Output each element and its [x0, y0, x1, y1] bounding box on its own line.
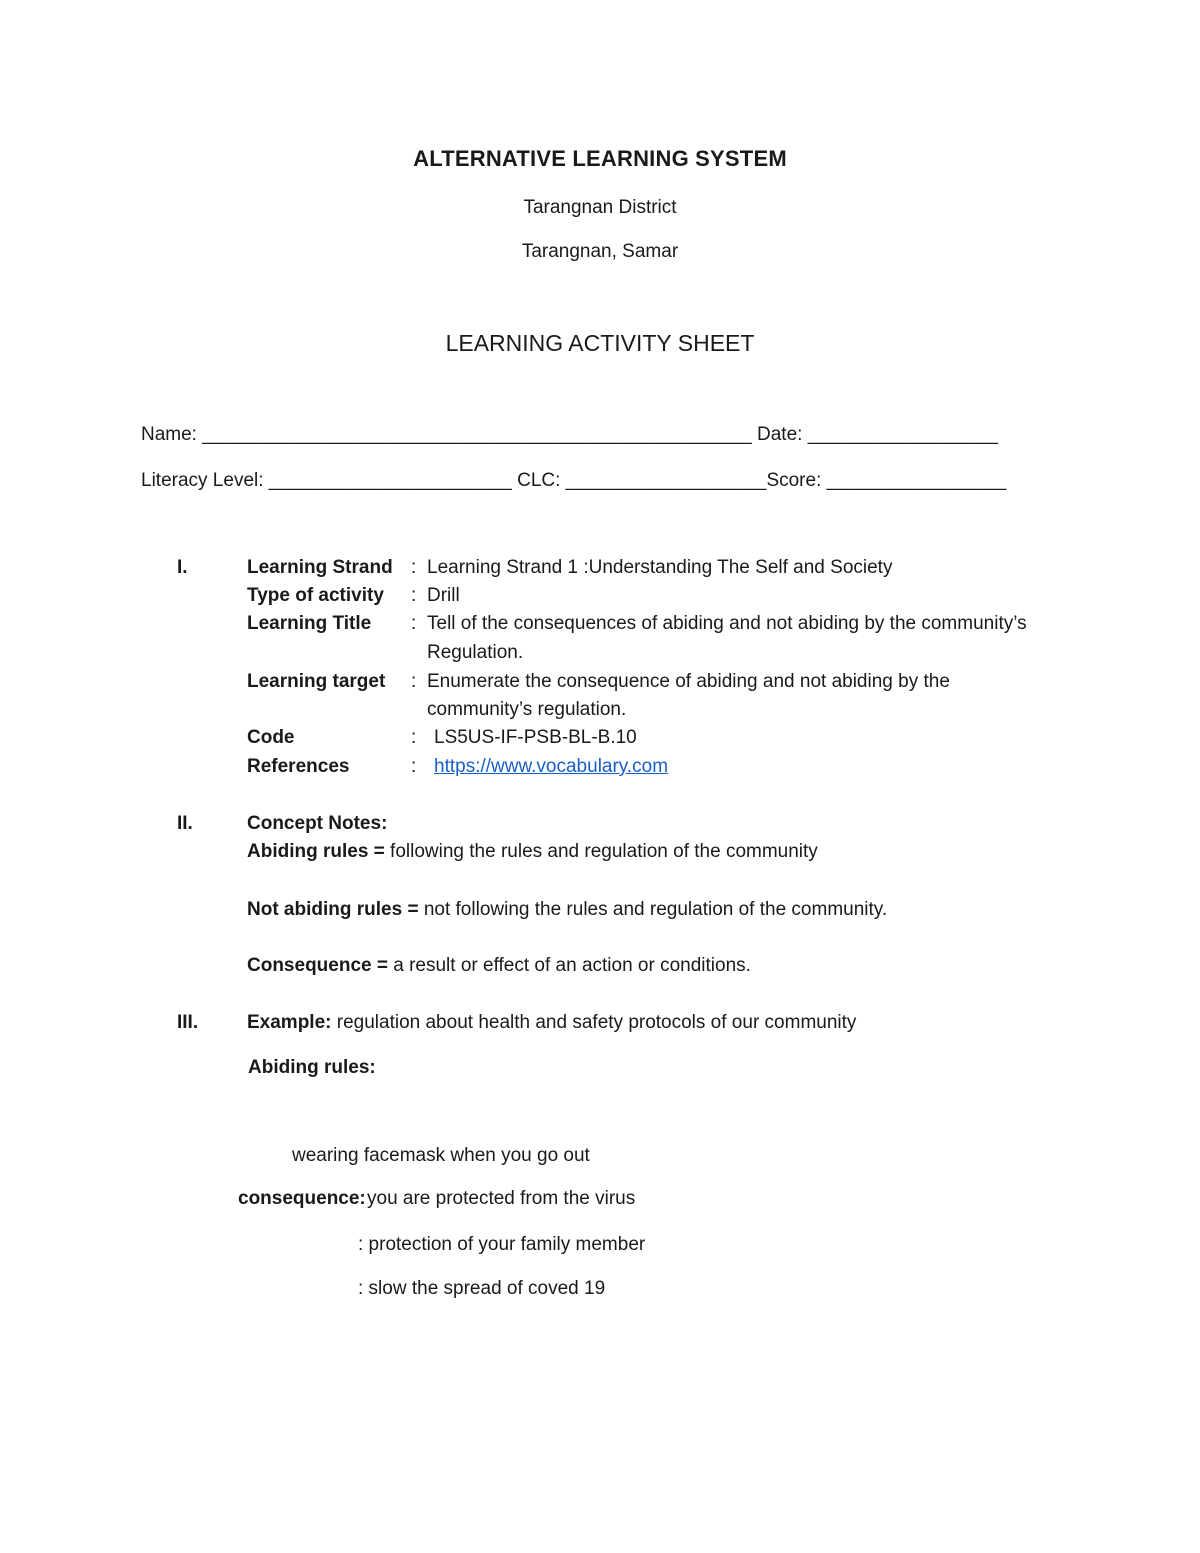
note-definition: not following the rules and regulation of the community.	[418, 899, 888, 920]
concept-notes-heading: Concept Notes:	[247, 813, 388, 834]
note-not-abiding-rules	[247, 899, 887, 921]
learning-title-value-cont: Regulation.	[427, 642, 524, 663]
note-abiding-rules	[247, 841, 818, 863]
colon: :	[411, 585, 417, 606]
consequence-item-2: : protection of your family member	[358, 1234, 646, 1255]
consequence-label: consequence:	[238, 1188, 366, 1209]
learning-target-value-cont: community’s regulation.	[427, 699, 627, 720]
example-label: Example:	[247, 1012, 332, 1033]
sheet-title: LEARNING ACTIVITY SHEET	[445, 330, 755, 356]
learning-strand-label: Learning Strand	[247, 557, 393, 578]
type-of-activity-label: Type of activity	[247, 585, 384, 606]
example-text: regulation about health and safety protocols of our community	[331, 1012, 857, 1033]
district-name: Tarangnan District	[523, 197, 677, 218]
learning-title-label: Learning Title	[247, 613, 372, 634]
section-1-numeral: I.	[177, 557, 188, 578]
name-date-field[interactable]: Name: ____________________________________________________ Date: __________________	[141, 424, 998, 445]
code-value: LS5US-IF-PSB-BL-B.10	[434, 727, 637, 748]
section-2-numeral: II.	[177, 813, 193, 834]
note-term: Not abiding rules =	[247, 899, 419, 920]
learning-title-value: Tell of the consequences of abiding and not abiding by the community’s	[427, 613, 1027, 634]
learning-target-value: Enumerate the consequence of abiding and not abiding by the	[427, 671, 950, 692]
learning-target-label: Learning target	[247, 671, 386, 692]
literacy-clc-score-field[interactable]: Literacy Level: _______________________ CLC: ___________________Score: _________________	[141, 470, 1007, 491]
references-link[interactable]: https://www.vocabulary.com	[434, 756, 669, 777]
note-definition: a result or effect of an action or conditions.	[387, 955, 751, 976]
colon: :	[411, 613, 417, 634]
consequence-item-3: : slow the spread of coved 19	[358, 1278, 606, 1299]
location: Tarangnan, Samar	[521, 241, 679, 262]
type-of-activity-value: Drill	[427, 585, 460, 606]
colon: :	[411, 756, 417, 777]
colon: :	[411, 557, 417, 578]
learning-strand-value: Learning Strand 1 :Understanding The Self and Society	[427, 557, 893, 578]
note-definition: following the rules and regulation of the community	[384, 841, 818, 862]
consequence-item-1: you are protected from the virus	[367, 1188, 636, 1209]
colon: :	[411, 727, 417, 748]
example-line	[247, 1012, 856, 1034]
code-label: Code	[247, 727, 295, 748]
note-term: Abiding rules =	[247, 841, 385, 862]
colon: :	[411, 671, 417, 692]
rule-text: wearing facemask when you go out	[292, 1145, 590, 1166]
section-3-numeral: III.	[177, 1012, 199, 1033]
note-term: Consequence =	[247, 955, 388, 976]
note-consequence	[247, 955, 751, 977]
abiding-rules-heading: Abiding rules:	[248, 1057, 376, 1078]
document-title: ALTERNATIVE LEARNING SYSTEM	[413, 146, 787, 171]
references-label: References	[247, 756, 350, 777]
